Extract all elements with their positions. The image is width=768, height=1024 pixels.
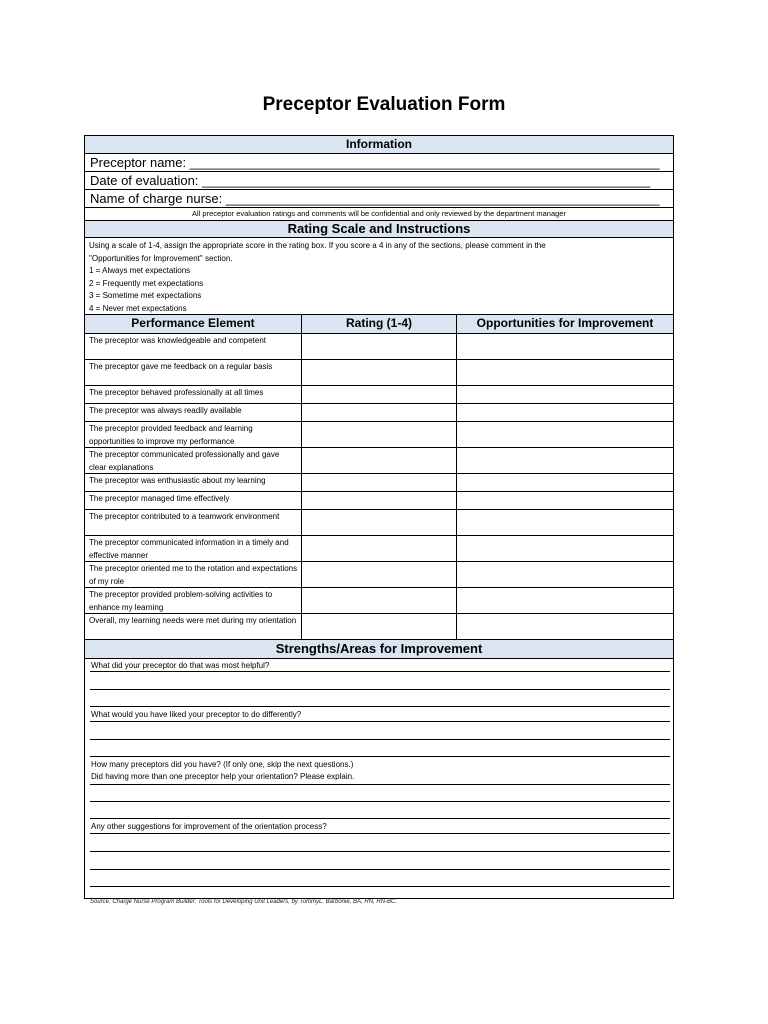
rating-cell[interactable]	[302, 448, 457, 473]
question-differently: What would you have liked your preceptor to do differently?	[91, 710, 302, 719]
opportunities-cell[interactable]	[457, 614, 673, 639]
column-header-opportunities: Opportunities for Improvement	[476, 316, 654, 330]
rating-cell[interactable]	[302, 386, 457, 403]
answer-line[interactable]	[90, 886, 670, 887]
answer-line[interactable]	[90, 739, 670, 740]
rating-cell[interactable]	[302, 474, 457, 491]
answer-line[interactable]	[90, 706, 670, 707]
rating-cell[interactable]	[302, 360, 457, 385]
performance-element: The preceptor provided feedback and learning opportunities to improve my performance	[85, 422, 302, 447]
evaluation-form	[84, 135, 674, 899]
page-title: Preceptor Evaluation Form	[262, 94, 506, 115]
opportunities-cell[interactable]	[457, 510, 673, 535]
table-header-row	[85, 315, 673, 334]
table-row	[85, 536, 673, 562]
rating-cell[interactable]	[302, 422, 457, 447]
column-header-element: Performance Element	[85, 315, 302, 333]
opportunities-cell[interactable]	[457, 386, 673, 403]
answer-line[interactable]	[90, 818, 670, 819]
scale-item: 3 = Sometime met expectations	[89, 291, 202, 301]
rating-cell[interactable]	[302, 510, 457, 535]
strengths-section	[85, 659, 673, 898]
answer-line[interactable]	[90, 671, 670, 672]
instruction-line: "Opportunities for Improvement" section.	[89, 253, 233, 263]
table-row	[85, 448, 673, 474]
table-row	[85, 386, 673, 404]
opportunities-cell[interactable]	[457, 422, 673, 447]
opportunities-cell[interactable]	[457, 536, 673, 561]
table-row	[85, 474, 673, 492]
confidential-note: All preceptor evaluation ratings and comments will be confidential and only reviewed by the department manager	[85, 208, 673, 221]
opportunities-cell[interactable]	[457, 588, 673, 613]
performance-element: Overall, my learning needs were met during my orientation	[85, 614, 302, 639]
opportunities-cell[interactable]	[457, 334, 673, 359]
scale-item: 4 = Never met expectations	[89, 303, 187, 313]
performance-element: The preceptor communicated professionally and gave clear explanations	[85, 448, 302, 473]
opportunities-cell[interactable]	[457, 448, 673, 473]
performance-element: The preceptor managed time effectively	[85, 492, 302, 509]
performance-element: The preceptor was always readily available	[85, 404, 302, 421]
rating-cell[interactable]	[302, 334, 457, 359]
answer-line[interactable]	[90, 784, 670, 785]
table-row	[85, 334, 673, 360]
preceptor-name-field[interactable]: Preceptor name: _________________________________________________________________	[85, 154, 673, 172]
answer-line[interactable]	[90, 721, 670, 722]
strengths-header: Strengths/Areas for Improvement	[85, 640, 673, 659]
question-more-than-one: Did having more than one preceptor help your orientation? Please explain.	[91, 772, 355, 781]
rating-cell[interactable]	[302, 562, 457, 587]
information-header: Information	[85, 136, 673, 154]
opportunities-cell[interactable]	[457, 360, 673, 385]
column-header-rating: Rating (1-4)	[302, 315, 457, 333]
source-citation: Source: Charge Nurse Program Builder: Tools for Developing Unit Leaders, by TommyL. Barbonie, BA, RN, RN-BC.	[90, 899, 398, 905]
performance-element: The preceptor oriented me to the rotation and expectations of my role	[85, 562, 302, 587]
table-row	[85, 492, 673, 510]
rating-instructions	[85, 238, 673, 315]
opportunities-cell[interactable]	[457, 492, 673, 509]
rating-cell[interactable]	[302, 588, 457, 613]
table-row	[85, 562, 673, 588]
opportunities-cell[interactable]	[457, 404, 673, 421]
performance-element: The preceptor was knowledgeable and competent	[85, 334, 302, 359]
performance-element: The preceptor gave me feedback on a regular basis	[85, 360, 302, 385]
date-of-evaluation-field[interactable]: Date of evaluation: ______________________________________________________________	[85, 172, 673, 190]
opportunities-cell[interactable]	[457, 474, 673, 491]
answer-line[interactable]	[90, 833, 670, 834]
question-how-many: How many preceptors did you have? (If only one, skip the next questions.)	[91, 760, 354, 769]
table-row	[85, 588, 673, 614]
answer-line[interactable]	[90, 689, 670, 690]
performance-element: The preceptor provided problem-solving activities to enhance my learning	[85, 588, 302, 613]
answer-line[interactable]	[90, 851, 670, 852]
rating-scale-header: Rating Scale and Instructions	[85, 221, 673, 238]
rating-cell[interactable]	[302, 614, 457, 639]
performance-element: The preceptor contributed to a teamwork environment	[85, 510, 302, 535]
opportunities-cell[interactable]	[457, 562, 673, 587]
table-row	[85, 360, 673, 386]
scale-item: 1 = Always met expectations	[89, 266, 191, 276]
question-other-suggestions: Any other suggestions for improvement of the orientation process?	[91, 822, 327, 831]
rating-cell[interactable]	[302, 536, 457, 561]
answer-line[interactable]	[90, 756, 670, 757]
table-row	[85, 614, 673, 640]
instruction-line: Using a scale of 1-4, assign the appropriate score in the rating box. If you score a 4 in any of the sections, please comment in the	[89, 241, 546, 250]
charge-nurse-field[interactable]: Name of charge nurse: ____________________________________________________________	[85, 190, 673, 208]
table-row	[85, 510, 673, 536]
rating-cell[interactable]	[302, 492, 457, 509]
scale-item: 2 = Frequently met expectations	[89, 278, 204, 288]
performance-element: The preceptor communicated information in a timely and effective manner	[85, 536, 302, 561]
table-row	[85, 404, 673, 422]
answer-line[interactable]	[90, 869, 670, 870]
performance-element: The preceptor was enthusiastic about my learning	[85, 474, 302, 491]
question-most-helpful: What did your preceptor do that was most helpful?	[91, 661, 270, 670]
table-row	[85, 422, 673, 448]
answer-line[interactable]	[90, 801, 670, 802]
performance-element: The preceptor behaved professionally at all times	[85, 386, 302, 403]
rating-cell[interactable]	[302, 404, 457, 421]
